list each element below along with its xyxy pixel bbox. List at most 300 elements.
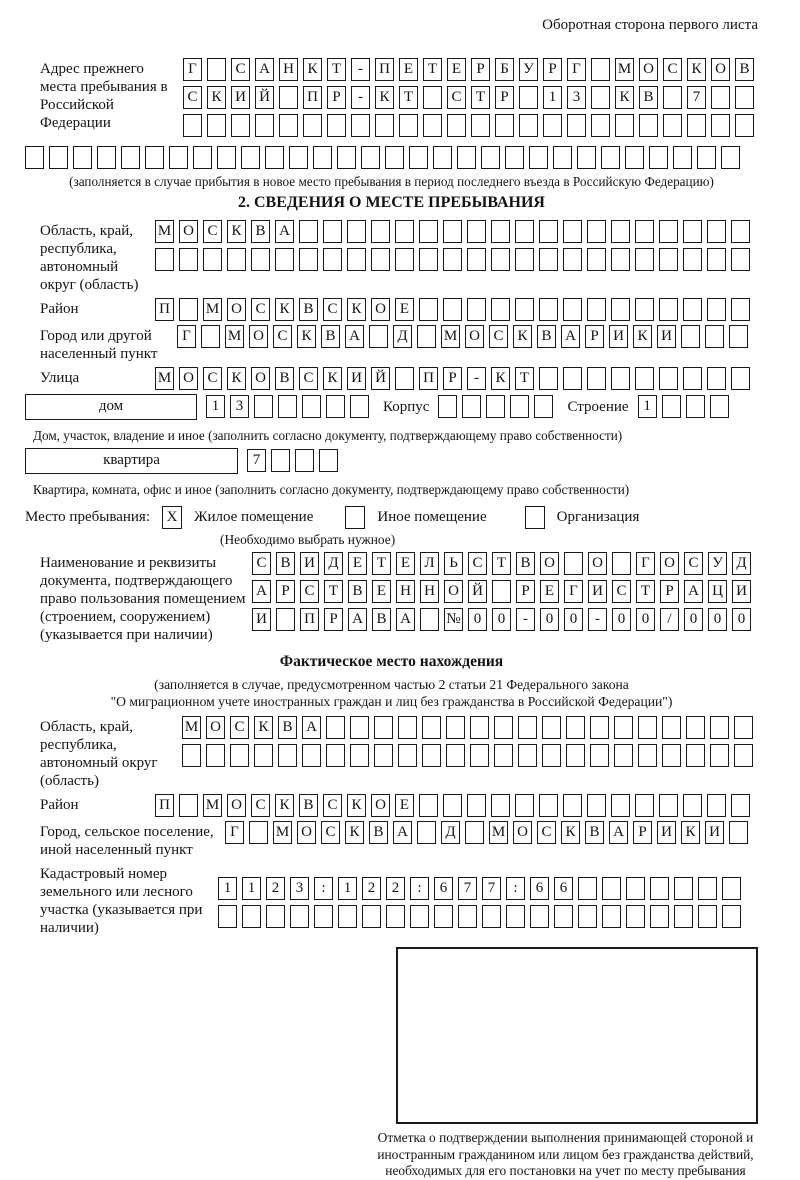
form-cell	[729, 821, 748, 844]
form-cell	[374, 716, 393, 739]
form-cell	[326, 395, 345, 418]
city-row	[177, 325, 753, 348]
form-cell	[563, 298, 582, 321]
actual-city-field	[25, 821, 758, 859]
form-cell: 0	[708, 608, 727, 631]
form-cell	[494, 744, 513, 767]
cadastral-label: Кадастровый номер земельного или лесного участка (указывается при наличии)	[40, 866, 203, 936]
form-cell: О	[660, 552, 679, 575]
form-cell: А	[393, 821, 412, 844]
form-cell: 6	[434, 877, 453, 900]
form-cell: Р	[633, 821, 652, 844]
district-field	[25, 298, 758, 321]
district-label: Район	[40, 301, 79, 317]
form-cell: В	[251, 220, 270, 243]
form-cell	[506, 905, 525, 928]
form-cell	[591, 58, 610, 81]
form-cell	[398, 716, 417, 739]
form-cell	[722, 905, 741, 928]
form-cell	[602, 905, 621, 928]
form-cell: О	[179, 367, 198, 390]
form-cell: 0	[564, 608, 583, 631]
form-cell: -	[467, 367, 486, 390]
form-cell: С	[230, 716, 249, 739]
form-cell: 7	[482, 877, 501, 900]
form-cell	[462, 395, 481, 418]
form-cell	[683, 298, 702, 321]
form-cell	[662, 395, 681, 418]
form-cell	[529, 146, 548, 169]
form-cell: Г	[567, 58, 586, 81]
form-cell: Е	[395, 794, 414, 817]
form-cell	[683, 367, 702, 390]
form-cell: Т	[492, 552, 511, 575]
form-cell: Б	[495, 58, 514, 81]
form-cell: С	[684, 552, 703, 575]
street-row	[155, 367, 755, 390]
form-cell: Д	[393, 325, 412, 348]
form-cell: Г	[636, 552, 655, 575]
form-cell: К	[207, 86, 226, 109]
form-cell: У	[708, 552, 727, 575]
residential-checkbox: X	[162, 506, 182, 529]
form-cell	[615, 114, 634, 137]
form-cell	[515, 298, 534, 321]
form-cell	[419, 248, 438, 271]
form-cell	[674, 905, 693, 928]
form-cell: Т	[515, 367, 534, 390]
form-cell	[417, 821, 436, 844]
form-cell	[563, 220, 582, 243]
form-cell: :	[410, 877, 429, 900]
stroenie-label: Строение	[567, 399, 629, 415]
form-cell	[385, 146, 404, 169]
form-cell	[710, 716, 729, 739]
form-cell	[313, 146, 332, 169]
form-cell: И	[705, 821, 724, 844]
form-cell: М	[441, 325, 460, 348]
form-cell	[276, 608, 295, 631]
form-cell	[566, 744, 585, 767]
form-cell	[674, 877, 693, 900]
form-cell	[563, 367, 582, 390]
stay-type-hint: (Необходимо выбрать нужное)	[220, 532, 396, 547]
form-cell	[350, 395, 369, 418]
actual-region-row-1	[182, 716, 758, 739]
prev-address-rows	[183, 58, 759, 142]
form-cell	[347, 220, 366, 243]
document-field	[25, 552, 758, 644]
form-cell	[707, 794, 726, 817]
form-cell	[566, 716, 585, 739]
form-cell: К	[561, 821, 580, 844]
form-cell	[687, 114, 706, 137]
page-side-note: Оборотная сторона первого листа	[542, 17, 758, 33]
form-cell	[419, 794, 438, 817]
form-cell	[266, 905, 285, 928]
form-cell	[659, 367, 678, 390]
form-cell	[350, 716, 369, 739]
form-cell: К	[347, 794, 366, 817]
form-cell: С	[203, 220, 222, 243]
form-cell	[539, 220, 558, 243]
form-cell	[193, 146, 212, 169]
form-cell: П	[155, 794, 174, 817]
form-cell	[601, 146, 620, 169]
form-cell	[207, 114, 226, 137]
street-label: Улица	[40, 370, 80, 386]
form-cell	[295, 449, 314, 472]
form-cell	[169, 146, 188, 169]
residential-label: Жилое помещение	[194, 509, 314, 525]
form-cell	[710, 744, 729, 767]
form-cell: О	[249, 325, 268, 348]
form-cell	[289, 146, 308, 169]
form-cell: И	[231, 86, 250, 109]
form-cell: У	[519, 58, 538, 81]
form-cell	[705, 325, 724, 348]
form-cell: К	[513, 325, 532, 348]
form-cell	[659, 794, 678, 817]
form-cell	[515, 248, 534, 271]
form-cell	[614, 744, 633, 767]
form-cell	[179, 794, 198, 817]
form-cell	[395, 248, 414, 271]
form-cell: М	[155, 367, 174, 390]
stay-type-row	[25, 506, 758, 529]
form-cell	[443, 248, 462, 271]
form-cell	[591, 114, 610, 137]
form-cell: 7	[458, 877, 477, 900]
form-cell	[626, 877, 645, 900]
prev-address-row-3	[183, 114, 759, 137]
form-cell	[314, 905, 333, 928]
form-cell	[470, 716, 489, 739]
form-cell	[182, 744, 201, 767]
form-cell	[395, 367, 414, 390]
form-cell: В	[276, 552, 295, 575]
form-cell: 3	[230, 395, 249, 418]
form-cell: В	[369, 821, 388, 844]
form-cell: И	[588, 580, 607, 603]
other-premises-checkbox	[345, 506, 365, 529]
form-cell: С	[612, 580, 631, 603]
form-cell	[443, 298, 462, 321]
form-cell: 2	[386, 877, 405, 900]
form-cell: 0	[612, 608, 631, 631]
form-cell	[399, 114, 418, 137]
prev-address-label: Адрес прежнего места пребывания в Российской Федерации	[40, 61, 168, 131]
form-cell: М	[155, 220, 174, 243]
form-cell	[614, 716, 633, 739]
form-cell	[697, 146, 716, 169]
form-cell	[515, 220, 534, 243]
form-cell	[635, 248, 654, 271]
form-cell: Т	[372, 552, 391, 575]
cadastral-field	[25, 863, 758, 937]
street-field	[25, 367, 758, 390]
form-cell: 1	[206, 395, 225, 418]
form-cell: 3	[290, 877, 309, 900]
form-cell	[491, 298, 510, 321]
region-row-2	[155, 248, 755, 271]
form-cell: П	[375, 58, 394, 81]
form-cell: Р	[543, 58, 562, 81]
form-cell	[611, 794, 630, 817]
form-cell	[659, 298, 678, 321]
form-cell	[434, 905, 453, 928]
form-cell: О	[206, 716, 225, 739]
stay-type-label: Место пребывания:	[25, 509, 150, 525]
form-cell: М	[273, 821, 292, 844]
form-cell: К	[323, 367, 342, 390]
form-cell: А	[345, 325, 364, 348]
form-cell: В	[321, 325, 340, 348]
organization-label: Организация	[556, 509, 640, 525]
form-cell: А	[609, 821, 628, 844]
form-cell: К	[275, 794, 294, 817]
form-cell	[639, 114, 658, 137]
form-cell: 3	[567, 86, 586, 109]
apartment-type-box: квартира	[25, 448, 238, 474]
form-cell: В	[275, 367, 294, 390]
form-cell	[707, 220, 726, 243]
form-cell	[447, 114, 466, 137]
form-cell: -	[588, 608, 607, 631]
form-cell	[505, 146, 524, 169]
form-cell	[206, 744, 225, 767]
form-cell	[686, 395, 705, 418]
city-label: Город или другой населенный пункт	[40, 328, 158, 362]
form-cell: 0	[540, 608, 559, 631]
form-cell	[361, 146, 380, 169]
form-cell: Т	[327, 58, 346, 81]
form-cell	[419, 298, 438, 321]
form-cell: В	[516, 552, 535, 575]
form-cell	[375, 114, 394, 137]
form-cell	[563, 248, 582, 271]
form-cell	[155, 248, 174, 271]
form-cell: А	[255, 58, 274, 81]
form-cell: Е	[372, 580, 391, 603]
form-cell	[659, 220, 678, 243]
form-cell	[710, 395, 729, 418]
form-cell	[446, 716, 465, 739]
form-cell: Е	[396, 552, 415, 575]
form-cell: Д	[324, 552, 343, 575]
form-cell	[422, 716, 441, 739]
form-cell	[635, 298, 654, 321]
form-cell: О	[639, 58, 658, 81]
form-cell	[686, 744, 705, 767]
form-cell	[611, 248, 630, 271]
form-cell: 0	[468, 608, 487, 631]
form-cell	[683, 220, 702, 243]
form-cell	[663, 86, 682, 109]
form-cell: А	[275, 220, 294, 243]
form-cell	[230, 744, 249, 767]
form-cell	[611, 220, 630, 243]
form-cell	[539, 298, 558, 321]
form-cell: К	[303, 58, 322, 81]
form-cell	[423, 86, 442, 109]
form-cell	[299, 220, 318, 243]
form-cell	[542, 744, 561, 767]
form-cell	[515, 794, 534, 817]
document-row-1	[252, 552, 756, 575]
other-premises-label: Иное помещение	[377, 509, 487, 525]
form-cell: Р	[660, 580, 679, 603]
form-cell	[457, 146, 476, 169]
document-rows	[252, 552, 756, 636]
form-cell	[207, 58, 226, 81]
form-cell	[471, 114, 490, 137]
form-cell	[563, 794, 582, 817]
form-cell: 1	[543, 86, 562, 109]
form-cell	[362, 905, 381, 928]
actual-district-row	[155, 794, 755, 817]
prev-address-row-1	[183, 58, 759, 81]
form-cell	[326, 716, 345, 739]
form-cell: В	[299, 298, 318, 321]
form-cell: О	[540, 552, 559, 575]
form-cell	[279, 114, 298, 137]
form-cell	[663, 114, 682, 137]
form-cell	[553, 146, 572, 169]
form-cell: Й	[371, 367, 390, 390]
form-cell: М	[203, 794, 222, 817]
form-cell: А	[252, 580, 271, 603]
form-cell	[491, 248, 510, 271]
korpus-cells	[438, 394, 558, 418]
actual-district-field	[25, 794, 758, 817]
form-cell: 0	[732, 608, 751, 631]
cadastral-rows	[218, 863, 746, 933]
form-cell	[721, 146, 740, 169]
form-cell	[350, 744, 369, 767]
district-row	[155, 298, 755, 321]
form-cell	[443, 794, 462, 817]
form-cell	[731, 298, 750, 321]
form-cell	[265, 146, 284, 169]
actual-location-title: Фактическое место нахождения	[279, 653, 504, 670]
form-cell: Т	[324, 580, 343, 603]
form-cell: О	[711, 58, 730, 81]
form-cell: О	[588, 552, 607, 575]
form-cell	[371, 220, 390, 243]
form-cell	[323, 220, 342, 243]
form-cell: В	[348, 580, 367, 603]
form-cell: К	[633, 325, 652, 348]
form-cell: 0	[684, 608, 703, 631]
form-cell: К	[275, 298, 294, 321]
form-cell: Е	[447, 58, 466, 81]
form-cell	[518, 744, 537, 767]
form-cell	[241, 146, 260, 169]
form-cell	[481, 146, 500, 169]
prev-address-row-4	[25, 146, 758, 169]
form-cell	[290, 905, 309, 928]
form-cell	[638, 744, 657, 767]
form-cell: Р	[276, 580, 295, 603]
form-cell: О	[371, 298, 390, 321]
form-cell: О	[465, 325, 484, 348]
form-cell	[420, 608, 439, 631]
form-cell	[278, 744, 297, 767]
form-cell: О	[179, 220, 198, 243]
form-cell: Р	[443, 367, 462, 390]
form-cell	[279, 86, 298, 109]
form-cell	[711, 86, 730, 109]
form-cell	[302, 395, 321, 418]
apartment-row	[25, 448, 758, 478]
form-cell: С	[251, 794, 270, 817]
form-cell	[467, 248, 486, 271]
form-cell: Г	[564, 580, 583, 603]
form-cell	[492, 580, 511, 603]
form-cell	[587, 367, 606, 390]
form-cell: Г	[225, 821, 244, 844]
document-label: Наименование и реквизиты документа, подтверждающего право пользования помещением (строением, сооружением) (указывается при наличии)	[40, 555, 246, 643]
form-cell	[707, 367, 726, 390]
form-cell	[564, 552, 583, 575]
form-cell	[251, 248, 270, 271]
form-cell: С	[300, 580, 319, 603]
form-cell: С	[537, 821, 556, 844]
form-cell: О	[297, 821, 316, 844]
form-cell	[398, 744, 417, 767]
form-cell	[97, 146, 116, 169]
form-cell: 1	[338, 877, 357, 900]
form-cell: О	[371, 794, 390, 817]
form-cell: И	[609, 325, 628, 348]
form-cell: В	[639, 86, 658, 109]
form-cell	[578, 905, 597, 928]
form-cell	[179, 248, 198, 271]
form-cell	[467, 298, 486, 321]
form-cell	[722, 877, 741, 900]
form-cell	[539, 367, 558, 390]
form-cell: В	[585, 821, 604, 844]
form-cell	[635, 220, 654, 243]
form-cell	[698, 905, 717, 928]
form-cell	[145, 146, 164, 169]
form-cell: И	[252, 608, 271, 631]
form-cell	[419, 220, 438, 243]
form-cell: Р	[495, 86, 514, 109]
form-cell	[242, 905, 261, 928]
form-cell	[519, 114, 538, 137]
city-field	[25, 325, 758, 363]
form-cell	[231, 114, 250, 137]
house-type-box: дом	[25, 394, 197, 420]
form-cell: Т	[471, 86, 490, 109]
actual-district-label: Район	[40, 797, 79, 813]
actual-region-rows	[182, 716, 758, 772]
region-label: Область, край, республика, автономный округ (область)	[40, 223, 139, 293]
form-cell	[482, 905, 501, 928]
form-cell	[683, 794, 702, 817]
stamp-box	[396, 947, 758, 1124]
document-row-2	[252, 580, 756, 603]
form-cell	[530, 905, 549, 928]
form-cell	[625, 146, 644, 169]
form-cell	[443, 220, 462, 243]
form-cell: А	[302, 716, 321, 739]
form-cell	[650, 905, 669, 928]
form-cell	[486, 395, 505, 418]
form-cell	[25, 146, 44, 169]
